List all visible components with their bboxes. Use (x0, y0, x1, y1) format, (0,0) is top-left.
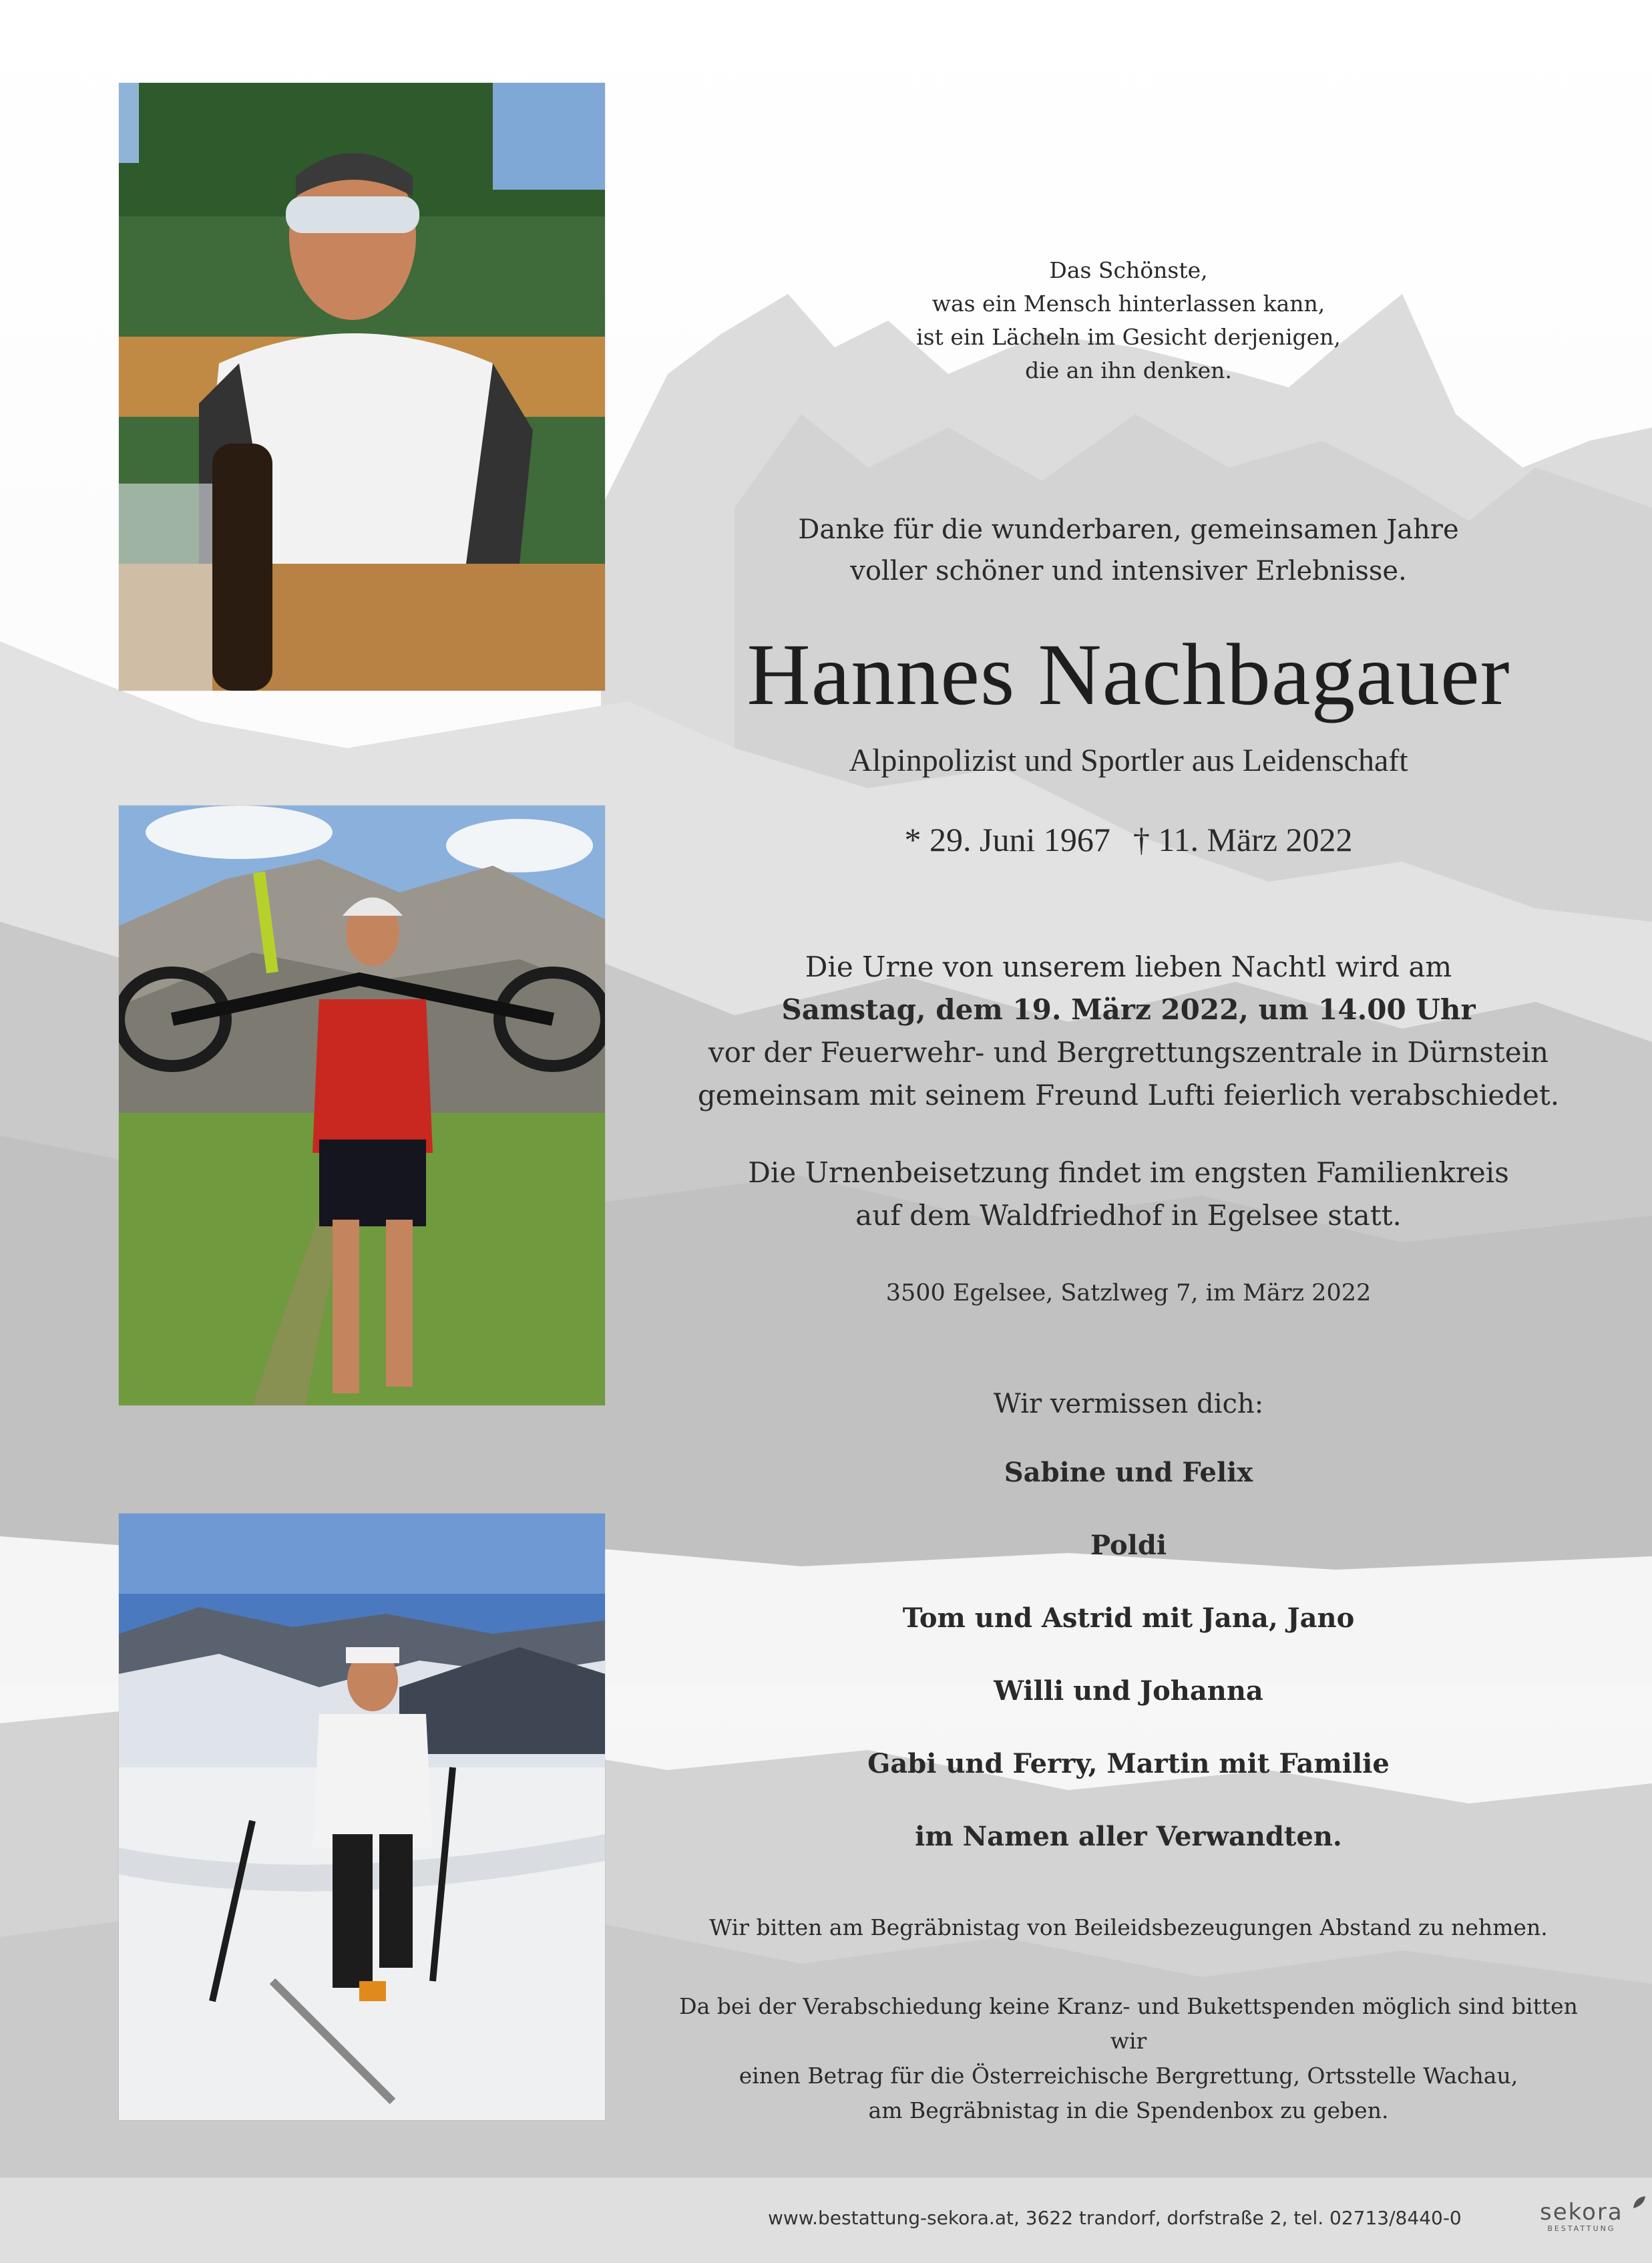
mourner-item: Sabine und Felix (1004, 1457, 1253, 1488)
miss-title: Wir vermissen dich: (993, 1389, 1264, 1419)
donation-line: einen Betrag für die Österreichische Bergrettung, Ortsstelle Wachau, (739, 2063, 1518, 2089)
burial-block (661, 1152, 1596, 1237)
mountain-biker-photo-icon (119, 806, 605, 1405)
mourner-item: Tom und Astrid mit Jana, Jano (902, 1602, 1355, 1634)
thanks-line: Danke für die wunderbaren, gemeinsamen Jahre (798, 514, 1459, 545)
footer-contact: www.bestattung-sekora.at, 3622 trandorf, dorfstraße 2, tel. 02713/8440-0 (768, 2207, 1462, 2229)
ceremony-line: Die Urne von unserem lieben Nachtl wird am (805, 950, 1452, 983)
mountain-biker-photo (119, 806, 605, 1405)
mourners-list (661, 1449, 1596, 1886)
mourner-item: Poldi (1090, 1530, 1167, 1561)
quote-line: Das Schönste, (1049, 257, 1208, 283)
ceremony-date-time: Samstag, dem 19. März 2022, um 14.00 Uhr (781, 993, 1476, 1026)
donation-line: am Begräbnistag in die Spendenbox zu geben. (868, 2097, 1389, 2123)
logo-text: sekora (1540, 2199, 1623, 2226)
mourner-item: im Namen aller Verwandten. (915, 1821, 1342, 1852)
quote-line: was ein Mensch hinterlassen kann, (932, 291, 1325, 317)
sekora-logo (1540, 2200, 1623, 2234)
donation-request (661, 1989, 1596, 2128)
burial-line: auf dem Waldfriedhof in Egelsee statt. (855, 1199, 1402, 1232)
thanks-block (661, 509, 1596, 592)
death-date: † 11. März 2022 (1132, 821, 1353, 858)
deceased-name: Hannes Nachbagauer (747, 625, 1510, 723)
ski-touring-photo-icon (119, 1514, 605, 2120)
quote-line: die an ihn denken. (1025, 357, 1232, 383)
birth-date: * 29. Juni 1967 (904, 821, 1110, 858)
ski-touring-photo (119, 1514, 605, 2120)
thanks-line: voller schöner und intensiver Erlebnisse. (850, 556, 1407, 586)
ceremony-block (661, 946, 1596, 1117)
condolence-request: Wir bitten am Begräbnistag von Beileidsbezeugungen Abstand zu nehmen. (709, 1914, 1548, 1940)
ceremony-line: gemeinsam mit seinem Freund Lufti feierlich verabschiedet. (697, 1079, 1560, 1111)
donation-line: Da bei der Verabschiedung keine Kranz- und Bukettspenden möglich sind bitten wir (679, 1993, 1578, 2054)
portrait-photo (119, 83, 605, 691)
leaf-icon (1632, 2195, 1647, 2210)
quote-line: ist ein Lächeln im Gesicht derjenigen, (916, 324, 1341, 350)
portrait-photo-icon (119, 83, 605, 691)
mourner-item: Willi und Johanna (994, 1675, 1263, 1707)
mourner-item: Gabi und Ferry, Martin mit Familie (867, 1748, 1390, 1779)
burial-line: Die Urnenbeisetzung findet im engsten Familienkreis (748, 1156, 1509, 1189)
life-dates (661, 816, 1596, 863)
ceremony-line: vor der Feuerwehr- und Bergrettungszentrale in Dürnstein (708, 1036, 1549, 1069)
deceased-subtitle: Alpinpolizist und Sportler aus Leidenschaft (849, 743, 1408, 778)
location-line: 3500 Egelsee, Satzlweg 7, im März 2022 (885, 1280, 1372, 1307)
quote-block (661, 254, 1596, 387)
logo-subtext: BESTATTUNG (1547, 2224, 1616, 2233)
